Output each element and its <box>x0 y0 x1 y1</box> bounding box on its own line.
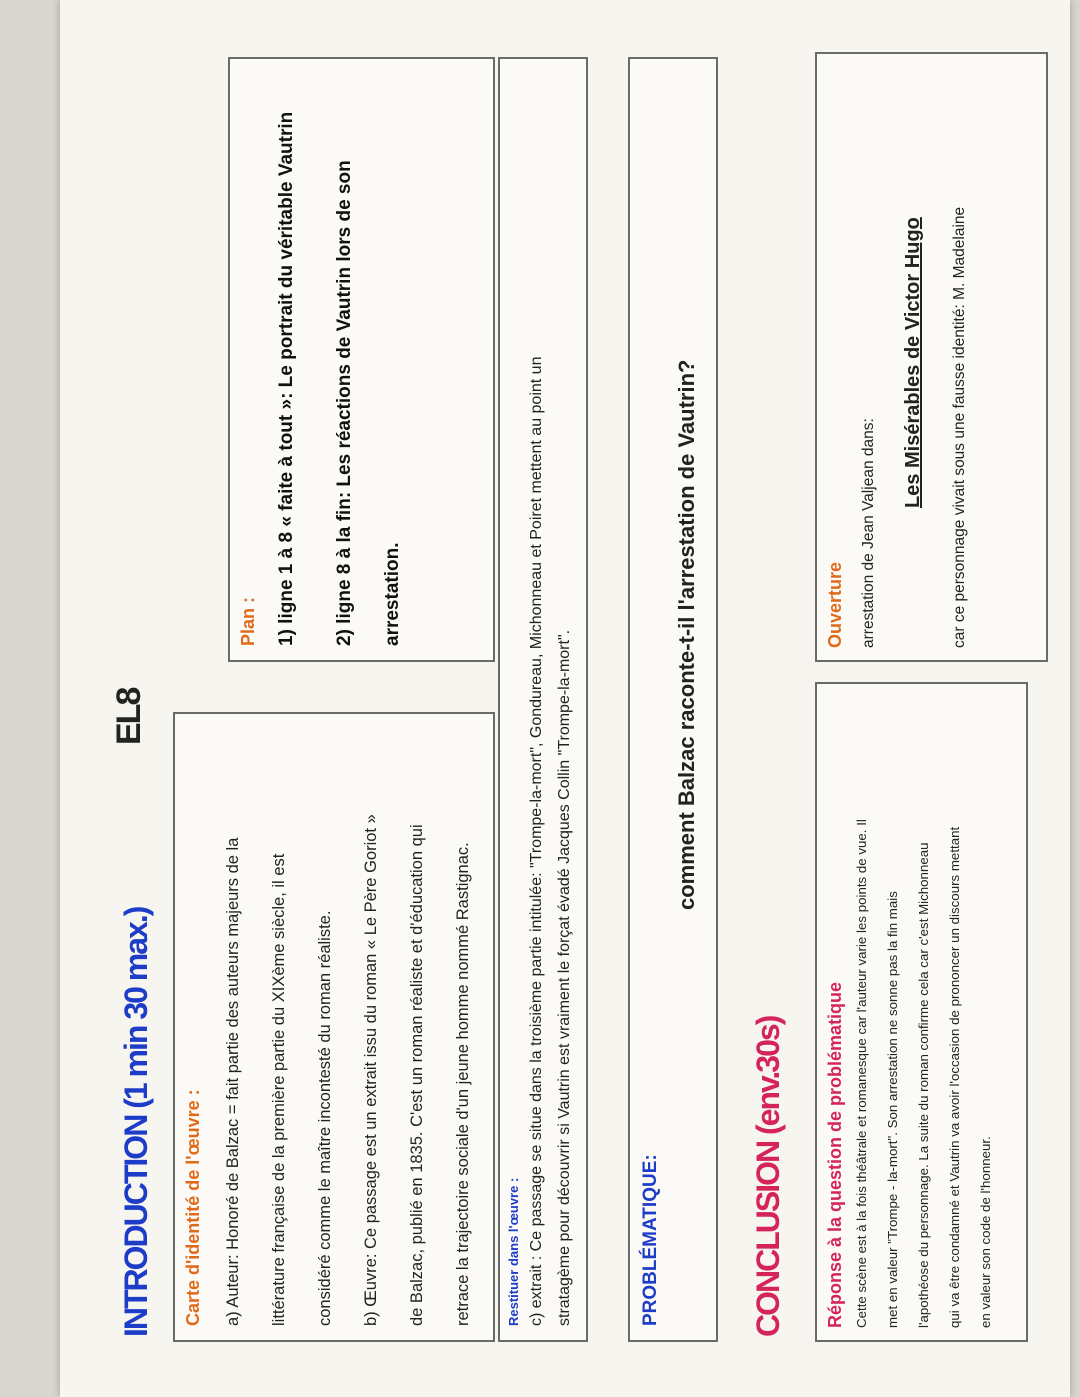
problematique-question: comment Balzac raconte-t-il l'arrestation de Vautrin? <box>674 359 699 910</box>
introduction-title: INTRODUCTION (1 min 30 max.) <box>118 907 154 1337</box>
ouverture-box <box>815 52 1048 662</box>
carte-line: retrace la trajectoire sociale d'un jeune homme nommé Rastignac. <box>454 842 472 1326</box>
ouverture-line-1: arrestation de Jean Valjean dans: <box>860 418 877 648</box>
carte-line: de Balzac, publié en 1835. C'est un roman réaliste et d'éducation qui <box>408 824 426 1326</box>
rotated-content <box>60 0 1070 1397</box>
reponse-box <box>815 682 1028 1342</box>
plan-line: 2) ligne 8 à la fin: Les réactions de Vautrin lors de son <box>334 160 355 646</box>
carte-line: b) Œuvre: Ce passage est un extrait issu du roman « Le Père Goriot » <box>362 814 380 1326</box>
restituer-line: c) extrait : Ce passage se situe dans la troisième partie intitulée: "Trompe-la-mort", Gondureau, Michonneau et Poiret mettent au point un <box>528 356 545 1326</box>
reponse-line: met en valeur "Trompe - la-mort". Son arrestation ne sonne pas la fin mais <box>885 891 900 1328</box>
carte-line: a) Auteur: Honoré de Balzac = fait partie des auteurs majeurs de la <box>224 837 242 1326</box>
reponse-line: qui va être condamné et Vautrin va avoir l'occasion de prononcer un discours mettant <box>947 826 962 1328</box>
reponse-heading: Réponse à la question de problématique <box>825 981 845 1328</box>
ouverture-line-2: car ce personnage vivait sous une fausse identité: M. Madelaine <box>951 206 968 648</box>
document-page <box>60 0 1070 1397</box>
ouverture-heading: Ouverture <box>825 561 845 648</box>
plan-line: arrestation. <box>382 542 403 646</box>
carte-identite-heading: Carte d'identité de l'œuvre : <box>183 1089 203 1326</box>
plan-box <box>228 57 495 662</box>
ouverture-book-title: Les Misérables de Victor Hugo <box>902 217 924 508</box>
plan-heading: Plan : <box>238 596 258 646</box>
reponse-line: en valeur son code de l'honneur. <box>978 1136 993 1328</box>
plan-line: 1) ligne 1 à 8 « faite à tout »: Le portrait du véritable Vautrin <box>276 111 297 646</box>
restituer-box <box>498 57 588 1342</box>
carte-line: littérature française de la première partie du XIXème siècle, il est <box>270 853 288 1326</box>
restituer-text <box>523 73 579 1326</box>
page-code: EL8 <box>110 688 148 745</box>
carte-identite-box <box>173 712 495 1342</box>
problematique-heading: PROBLÉMATIQUE: <box>640 1154 661 1326</box>
reponse-line: Cette scène est à la fois théâtrale et romanesque car l'auteur varie les points de vue. Il <box>854 819 869 1328</box>
reponse-line: l'apothéose du personnage. La suite du roman confirme cela car c'est Michonneau <box>916 842 931 1328</box>
carte-line: considéré comme le maître incontesté du roman réaliste. <box>316 910 334 1326</box>
restituer-heading: Restituer dans l'œuvre : <box>506 1177 521 1326</box>
reponse-text <box>846 696 1001 1328</box>
carte-identite-text <box>210 728 486 1326</box>
restituer-line: stratagème pour découvrir si Vautrin est vraiment le forçat évadé Jacques Collin "Trompe-la-mort". <box>556 629 573 1326</box>
problematique-box <box>628 57 718 1342</box>
conclusion-title: CONCLUSION (env.30s) <box>750 1016 786 1337</box>
